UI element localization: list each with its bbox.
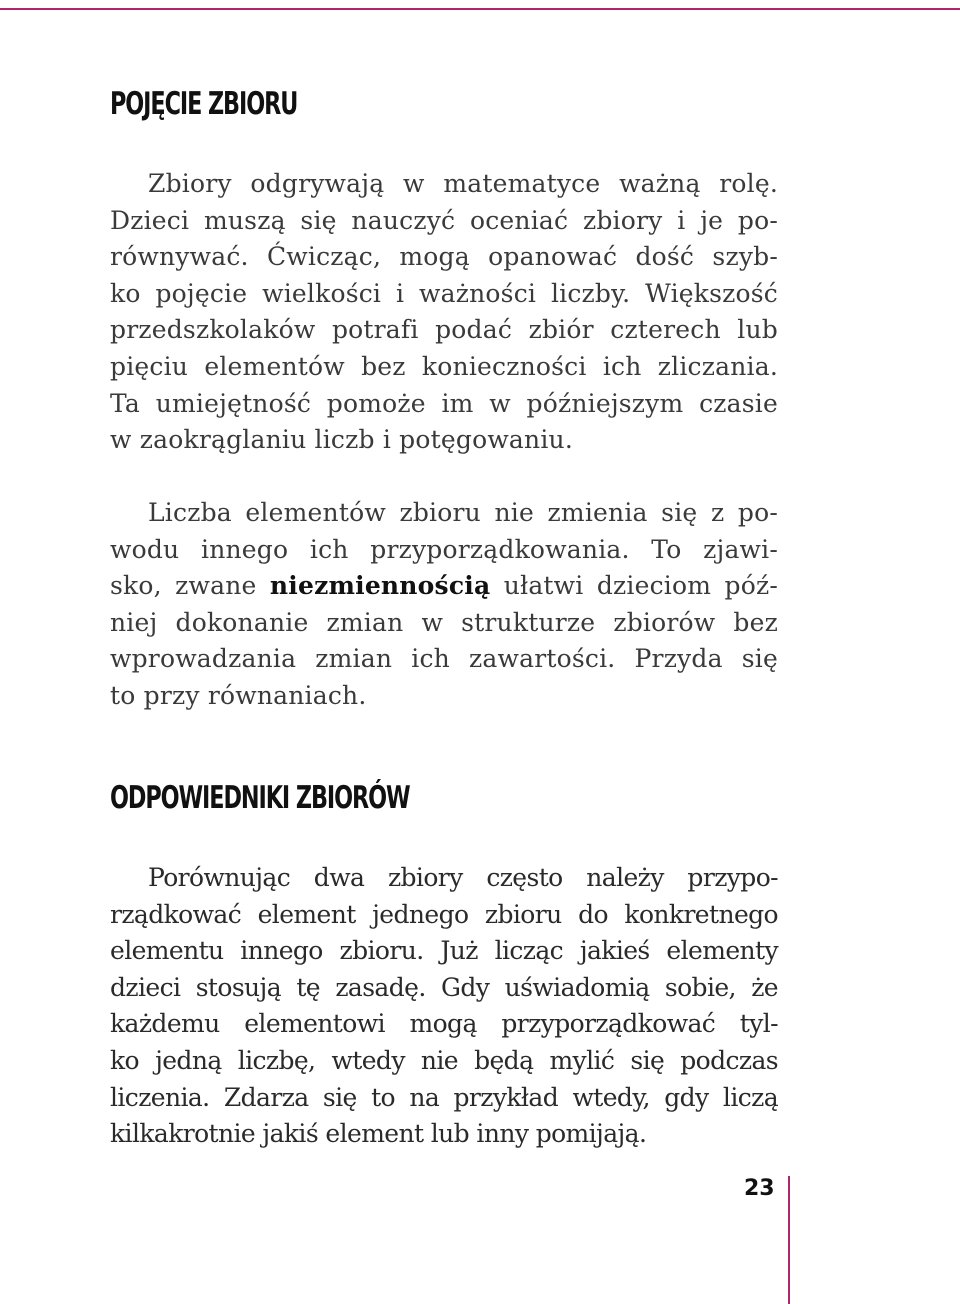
text-line: Liczba elementów zbioru nie zmienia się z po- xyxy=(148,498,778,527)
paragraph-odpowiedniki xyxy=(110,860,778,1153)
text-line: Ta umiejętność pomoże im w późniejszym czasie xyxy=(110,388,778,418)
page-number: 23 xyxy=(744,1176,775,1201)
text-line: każdemu elementowi mogą przyporządkować tyl- xyxy=(110,1009,778,1039)
text-line: ko pojęcie wielkości i ważności liczby. Większość xyxy=(110,278,778,308)
text-line xyxy=(110,568,778,605)
text-line: równywać. Ćwicząc, mogą opanować dość szyb- xyxy=(110,242,778,272)
paragraph-zbiory xyxy=(110,166,778,459)
text-line: liczenia. Zdarza się to na przykład wtedy, gdy liczą xyxy=(110,1082,778,1112)
text-line: rządkować element jednego zbioru do konkretnego xyxy=(110,899,778,929)
text-line: kilkakrotnie jakiś element lub inny pomijają. xyxy=(110,1119,647,1149)
text-line: to przy równaniach. xyxy=(110,680,367,710)
text-line: niej dokonanie zmian w strukturze zbiorów bez xyxy=(110,607,778,637)
text-line: w zaokrąglaniu liczb i potęgowaniu. xyxy=(110,425,573,455)
text-line: ko jedną liczbę, wtedy nie będą mylić się podczas xyxy=(110,1045,778,1075)
text-line: pięciu elementów bez konieczności ich zliczania. xyxy=(110,351,778,381)
section-title-pojecie-zbioru: POJĘCIE ZBIORU xyxy=(110,86,298,122)
text-line: elementu innego zbioru. Już licząc jakieś elementy xyxy=(110,936,778,966)
text-line: wodu innego ich przyporządkowania. To zjawi- xyxy=(110,534,778,564)
text-line: wprowadzania zmian ich zawartości. Przyda się xyxy=(110,644,778,674)
text-line: Porównując dwa zbiory często należy przypo- xyxy=(148,863,778,892)
section-title-odpowiedniki-zbiorow: ODPOWIEDNIKI ZBIORÓW xyxy=(110,780,410,816)
paragraph-liczba-elementow xyxy=(110,495,778,715)
text-line: dzieci stosują tę zasadę. Gdy uświadomią sobie, że xyxy=(110,972,778,1002)
text-line: Dzieci muszą się nauczyć oceniać zbiory i je po- xyxy=(110,205,778,235)
top-accent-rule xyxy=(0,8,960,10)
text-line: przedszkolaków potrafi podać zbiór czterech lub xyxy=(110,315,778,345)
bold-term-niezmiennosc: niezmiennością xyxy=(269,571,491,601)
text-line: Zbiory odgrywają w matematyce ważną rolę. xyxy=(148,169,778,198)
page-number-accent-rule xyxy=(788,1176,790,1304)
text-segment: ułatwi dzieciom póź- xyxy=(490,571,778,601)
text-segment: sko, zwane xyxy=(110,571,270,601)
